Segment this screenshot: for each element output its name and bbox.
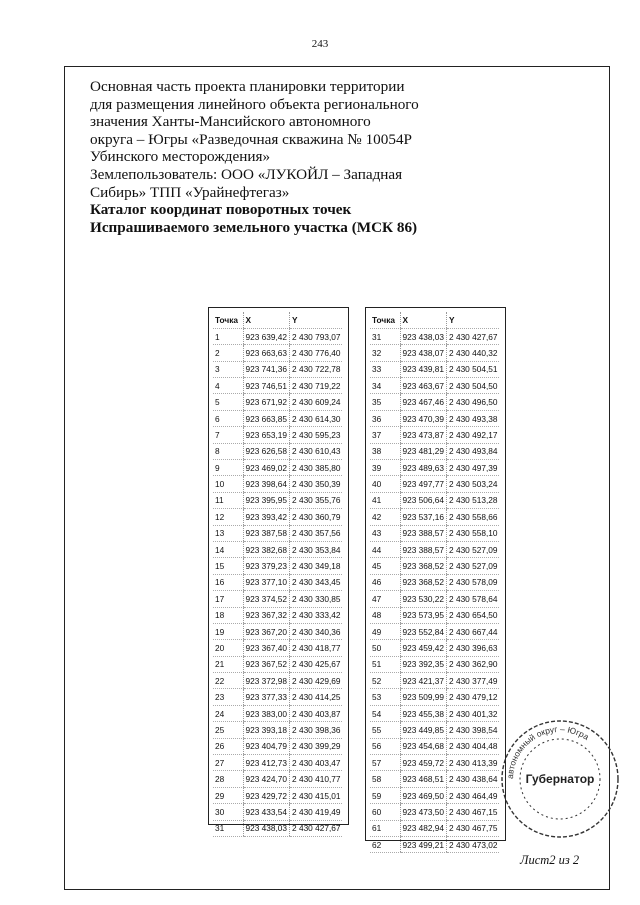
table-row	[370, 509, 499, 525]
cell-x: 923 438,07	[400, 345, 447, 361]
table-row	[370, 443, 499, 459]
cell-x: 923 746,51	[243, 378, 290, 394]
cell-point: 34	[370, 378, 400, 394]
cell-point: 24	[213, 705, 243, 721]
column-header-x: X	[400, 312, 447, 328]
cell-x: 923 429,72	[243, 787, 290, 803]
cell-x: 923 459,42	[400, 640, 447, 656]
cell-x: 923 509,99	[400, 689, 447, 705]
table-row	[213, 361, 342, 377]
cell-x: 923 382,68	[243, 541, 290, 557]
cell-x: 923 626,58	[243, 443, 290, 459]
table-row	[213, 410, 342, 426]
cell-point: 41	[370, 492, 400, 508]
cell-y: 2 430 667,44	[447, 623, 500, 639]
header-line: Убинского месторождения»	[90, 148, 271, 166]
cell-y: 2 430 513,28	[447, 492, 500, 508]
cell-point: 44	[370, 541, 400, 557]
cell-x: 923 379,23	[243, 558, 290, 574]
header-line: Землепользователь: ООО «ЛУКОЙЛ – Западная	[90, 165, 403, 183]
table-row	[213, 443, 342, 459]
cell-x: 923 489,63	[400, 460, 447, 476]
table-row	[370, 591, 499, 607]
cell-y: 2 430 414,25	[290, 689, 343, 705]
cell-point: 8	[213, 443, 243, 459]
table-row	[370, 787, 499, 803]
header-line: значения Ханты-Мансийского автономного	[90, 113, 371, 131]
cell-x: 923 663,85	[243, 410, 290, 426]
cell-x: 923 424,70	[243, 771, 290, 787]
sheet-number: Лист2 из 2	[520, 853, 580, 867]
cell-y: 2 430 427,67	[447, 328, 500, 344]
cell-y: 2 430 357,56	[290, 525, 343, 541]
table-row	[213, 623, 342, 639]
cell-y: 2 430 467,75	[447, 820, 500, 836]
header-line: Основная часть проекта планировки территории	[90, 78, 405, 95]
cell-point: 13	[213, 525, 243, 541]
cell-point: 9	[213, 460, 243, 476]
cell-x: 923 470,39	[400, 410, 447, 426]
cell-y: 2 430 496,50	[447, 394, 500, 410]
cell-y: 2 430 578,64	[447, 591, 500, 607]
table-row	[213, 656, 342, 672]
cell-y: 2 430 467,15	[447, 804, 500, 820]
table-row	[370, 492, 499, 508]
table-row	[213, 820, 342, 836]
table-row	[370, 328, 499, 344]
cell-x: 923 438,03	[243, 820, 290, 836]
cell-point: 29	[213, 787, 243, 803]
table-row	[213, 427, 342, 443]
cell-y: 2 430 722,78	[290, 361, 343, 377]
cell-point: 18	[213, 607, 243, 623]
cell-x: 923 388,57	[400, 525, 447, 541]
table-row	[213, 525, 342, 541]
cell-point: 28	[213, 771, 243, 787]
cell-y: 2 430 413,39	[447, 755, 500, 771]
cell-point: 21	[213, 656, 243, 672]
cell-point: 7	[213, 427, 243, 443]
cell-y: 2 430 403,87	[290, 705, 343, 721]
cell-x: 923 374,52	[243, 591, 290, 607]
table-row	[213, 722, 342, 738]
cell-x: 923 377,10	[243, 574, 290, 590]
cell-y: 2 430 793,07	[290, 328, 343, 344]
table-row	[370, 427, 499, 443]
cell-point: 55	[370, 722, 400, 738]
column-header-x: X	[243, 312, 290, 328]
table-row	[213, 460, 342, 476]
cell-y: 2 430 473,02	[447, 837, 500, 853]
cell-y: 2 430 398,54	[447, 722, 500, 738]
table-row	[370, 722, 499, 738]
cell-point: 4	[213, 378, 243, 394]
cell-point: 37	[370, 427, 400, 443]
cell-x: 923 404,79	[243, 738, 290, 754]
cell-x: 923 388,57	[400, 541, 447, 557]
table-row	[213, 509, 342, 525]
table-row	[370, 771, 499, 787]
cell-point: 2	[213, 345, 243, 361]
cell-x: 923 506,64	[400, 492, 447, 508]
cell-x: 923 663,63	[243, 345, 290, 361]
cell-y: 2 430 464,49	[447, 787, 500, 803]
cell-x: 923 395,95	[243, 492, 290, 508]
cell-point: 32	[370, 345, 400, 361]
cell-x: 923 372,98	[243, 673, 290, 689]
cell-y: 2 430 595,23	[290, 427, 343, 443]
table-row	[213, 574, 342, 590]
cell-y: 2 430 415,01	[290, 787, 343, 803]
cell-point: 60	[370, 804, 400, 820]
cell-y: 2 430 610,43	[290, 443, 343, 459]
cell-y: 2 430 492,17	[447, 427, 500, 443]
cell-y: 2 430 404,48	[447, 738, 500, 754]
cell-x: 923 455,38	[400, 705, 447, 721]
cell-y: 2 430 350,39	[290, 476, 343, 492]
table-row	[370, 476, 499, 492]
cell-point: 15	[213, 558, 243, 574]
cell-x: 923 454,68	[400, 738, 447, 754]
table-row	[370, 738, 499, 754]
cell-x: 923 368,52	[400, 558, 447, 574]
cell-point: 47	[370, 591, 400, 607]
cell-x: 923 398,64	[243, 476, 290, 492]
cell-x: 923 459,72	[400, 755, 447, 771]
table-row	[370, 558, 499, 574]
cell-point: 33	[370, 361, 400, 377]
cell-point: 56	[370, 738, 400, 754]
cell-x: 923 438,03	[400, 328, 447, 344]
cell-x: 923 469,50	[400, 787, 447, 803]
table-row	[213, 476, 342, 492]
seal-ring-text: автономный округ – Югра	[504, 723, 591, 780]
cell-point: 20	[213, 640, 243, 656]
cell-x: 923 367,40	[243, 640, 290, 656]
cell-point: 35	[370, 394, 400, 410]
cell-y: 2 430 493,84	[447, 443, 500, 459]
cell-point: 48	[370, 607, 400, 623]
cell-x: 923 449,85	[400, 722, 447, 738]
cell-x: 923 367,32	[243, 607, 290, 623]
cell-point: 23	[213, 689, 243, 705]
cell-point: 38	[370, 443, 400, 459]
column-header-point: Точка	[213, 312, 243, 328]
cell-x: 923 392,35	[400, 656, 447, 672]
cell-y: 2 430 497,39	[447, 460, 500, 476]
cell-y: 2 430 343,45	[290, 574, 343, 590]
seal-center-text: Губернатор	[525, 772, 595, 786]
cell-point: 26	[213, 738, 243, 754]
table-row	[213, 558, 342, 574]
table-row	[370, 460, 499, 476]
cell-point: 58	[370, 771, 400, 787]
cell-x: 923 463,67	[400, 378, 447, 394]
table-row	[370, 804, 499, 820]
table-header-row	[213, 312, 342, 328]
table-row	[213, 673, 342, 689]
cell-x: 923 439,81	[400, 361, 447, 377]
cell-x: 923 421,37	[400, 673, 447, 689]
cell-x: 923 530,22	[400, 591, 447, 607]
cell-x: 923 639,42	[243, 328, 290, 344]
cell-x: 923 552,84	[400, 623, 447, 639]
page-number: 243	[311, 38, 329, 50]
cell-point: 40	[370, 476, 400, 492]
coordinates-table-left	[213, 312, 342, 837]
cell-point: 49	[370, 623, 400, 639]
cell-point: 50	[370, 640, 400, 656]
cell-y: 2 430 440,32	[447, 345, 500, 361]
table-row	[370, 820, 499, 836]
cell-x: 923 387,58	[243, 525, 290, 541]
cell-y: 2 430 419,49	[290, 804, 343, 820]
table-row	[370, 837, 499, 853]
table-row	[370, 705, 499, 721]
table-header-row	[370, 312, 499, 328]
cell-point: 46	[370, 574, 400, 590]
table-row	[213, 328, 342, 344]
cell-y: 2 430 776,40	[290, 345, 343, 361]
governor-seal-stamp	[499, 718, 621, 840]
table-row	[370, 755, 499, 771]
cell-y: 2 430 349,18	[290, 558, 343, 574]
table-row	[213, 591, 342, 607]
cell-x: 923 383,00	[243, 705, 290, 721]
cell-y: 2 430 399,29	[290, 738, 343, 754]
cell-x: 923 433,54	[243, 804, 290, 820]
cell-x: 923 412,73	[243, 755, 290, 771]
table-row	[370, 394, 499, 410]
cell-y: 2 430 527,09	[447, 558, 500, 574]
cell-y: 2 430 340,36	[290, 623, 343, 639]
table-row	[213, 771, 342, 787]
cell-point: 59	[370, 787, 400, 803]
cell-y: 2 430 403,47	[290, 755, 343, 771]
cell-x: 923 482,94	[400, 820, 447, 836]
cell-y: 2 430 362,90	[447, 656, 500, 672]
cell-x: 923 467,46	[400, 394, 447, 410]
cell-y: 2 430 438,64	[447, 771, 500, 787]
table-row	[370, 689, 499, 705]
table-row	[370, 525, 499, 541]
cell-x: 923 481,29	[400, 443, 447, 459]
cell-point: 3	[213, 361, 243, 377]
table-row	[213, 705, 342, 721]
cell-point: 12	[213, 509, 243, 525]
cell-y: 2 430 353,84	[290, 541, 343, 557]
table-row	[213, 755, 342, 771]
table-row	[370, 656, 499, 672]
cell-point: 57	[370, 755, 400, 771]
cell-y: 2 430 410,77	[290, 771, 343, 787]
cell-point: 31	[370, 328, 400, 344]
header-line: для размещения линейного объекта регионального	[90, 95, 419, 113]
table-row	[370, 378, 499, 394]
cell-point: 45	[370, 558, 400, 574]
table-row	[213, 607, 342, 623]
cell-y: 2 430 401,32	[447, 705, 500, 721]
cell-point: 62	[370, 837, 400, 853]
cell-x: 923 367,20	[243, 623, 290, 639]
cell-point: 43	[370, 525, 400, 541]
table-row	[213, 689, 342, 705]
cell-y: 2 430 614,30	[290, 410, 343, 426]
cell-point: 42	[370, 509, 400, 525]
table-row	[213, 787, 342, 803]
cell-y: 2 430 527,09	[447, 541, 500, 557]
cell-y: 2 430 479,12	[447, 689, 500, 705]
cell-x: 923 671,92	[243, 394, 290, 410]
cell-point: 14	[213, 541, 243, 557]
cell-point: 5	[213, 394, 243, 410]
cell-point: 16	[213, 574, 243, 590]
cell-point: 6	[213, 410, 243, 426]
column-header-point: Точка	[370, 312, 400, 328]
cell-point: 27	[213, 755, 243, 771]
table-row	[213, 640, 342, 656]
cell-y: 2 430 503,24	[447, 476, 500, 492]
document-header	[90, 78, 490, 236]
cell-y: 2 430 609,24	[290, 394, 343, 410]
cell-y: 2 430 355,76	[290, 492, 343, 508]
cell-y: 2 430 719,22	[290, 378, 343, 394]
cell-x: 923 537,16	[400, 509, 447, 525]
cell-y: 2 430 333,42	[290, 607, 343, 623]
table-row	[370, 541, 499, 557]
cell-y: 2 430 385,80	[290, 460, 343, 476]
cell-point: 61	[370, 820, 400, 836]
cell-x: 923 393,42	[243, 509, 290, 525]
table-row	[370, 345, 499, 361]
cell-y: 2 430 504,51	[447, 361, 500, 377]
table-row	[370, 640, 499, 656]
table-row	[370, 673, 499, 689]
cell-y: 2 430 418,77	[290, 640, 343, 656]
cell-point: 17	[213, 591, 243, 607]
cell-point: 10	[213, 476, 243, 492]
header-line: округа – Югры «Разведочная скважина № 10054Р	[90, 130, 412, 148]
cell-x: 923 497,77	[400, 476, 447, 492]
coordinates-table-right	[370, 312, 499, 853]
cell-point: 52	[370, 673, 400, 689]
cell-y: 2 430 654,50	[447, 607, 500, 623]
cell-y: 2 430 578,09	[447, 574, 500, 590]
cell-x: 923 377,33	[243, 689, 290, 705]
cell-x: 923 741,36	[243, 361, 290, 377]
cell-point: 1	[213, 328, 243, 344]
cell-point: 31	[213, 820, 243, 836]
cell-y: 2 430 429,69	[290, 673, 343, 689]
table-row	[370, 361, 499, 377]
cell-y: 2 430 493,38	[447, 410, 500, 426]
table-row	[213, 541, 342, 557]
cell-y: 2 430 504,50	[447, 378, 500, 394]
cell-y: 2 430 396,63	[447, 640, 500, 656]
table-row	[370, 607, 499, 623]
cell-point: 54	[370, 705, 400, 721]
cell-y: 2 430 360,79	[290, 509, 343, 525]
column-header-y: Y	[447, 312, 500, 328]
cell-y: 2 430 425,67	[290, 656, 343, 672]
catalog-title-line: Каталог координат поворотных точек	[90, 201, 352, 219]
cell-x: 923 473,50	[400, 804, 447, 820]
cell-x: 923 367,52	[243, 656, 290, 672]
cell-y: 2 430 558,66	[447, 509, 500, 525]
table-row	[213, 378, 342, 394]
table-row	[213, 804, 342, 820]
cell-y: 2 430 330,85	[290, 591, 343, 607]
cell-x: 923 469,02	[243, 460, 290, 476]
cell-point: 11	[213, 492, 243, 508]
table-row	[370, 574, 499, 590]
cell-point: 36	[370, 410, 400, 426]
cell-point: 25	[213, 722, 243, 738]
cell-y: 2 430 377,49	[447, 673, 500, 689]
table-row	[370, 623, 499, 639]
cell-point: 22	[213, 673, 243, 689]
cell-y: 2 430 558,10	[447, 525, 500, 541]
cell-x: 923 573,95	[400, 607, 447, 623]
cell-x: 923 468,51	[400, 771, 447, 787]
cell-point: 51	[370, 656, 400, 672]
cell-y: 2 430 398,36	[290, 722, 343, 738]
cell-y: 2 430 427,67	[290, 820, 343, 836]
header-line: Сибирь» ТПП «Урайнефтегаз»	[90, 183, 290, 201]
cell-x: 923 393,18	[243, 722, 290, 738]
table-row	[213, 738, 342, 754]
table-row	[213, 394, 342, 410]
cell-point: 39	[370, 460, 400, 476]
catalog-title-line: Испрашиваемого земельного участка (МСК 86)	[90, 218, 418, 236]
column-header-y: Y	[290, 312, 343, 328]
cell-x: 923 368,52	[400, 574, 447, 590]
cell-x: 923 653,19	[243, 427, 290, 443]
cell-point: 30	[213, 804, 243, 820]
cell-x: 923 473,87	[400, 427, 447, 443]
table-row	[213, 492, 342, 508]
table-row	[213, 345, 342, 361]
table-row	[370, 410, 499, 426]
cell-point: 53	[370, 689, 400, 705]
cell-point: 19	[213, 623, 243, 639]
cell-x: 923 499,21	[400, 837, 447, 853]
